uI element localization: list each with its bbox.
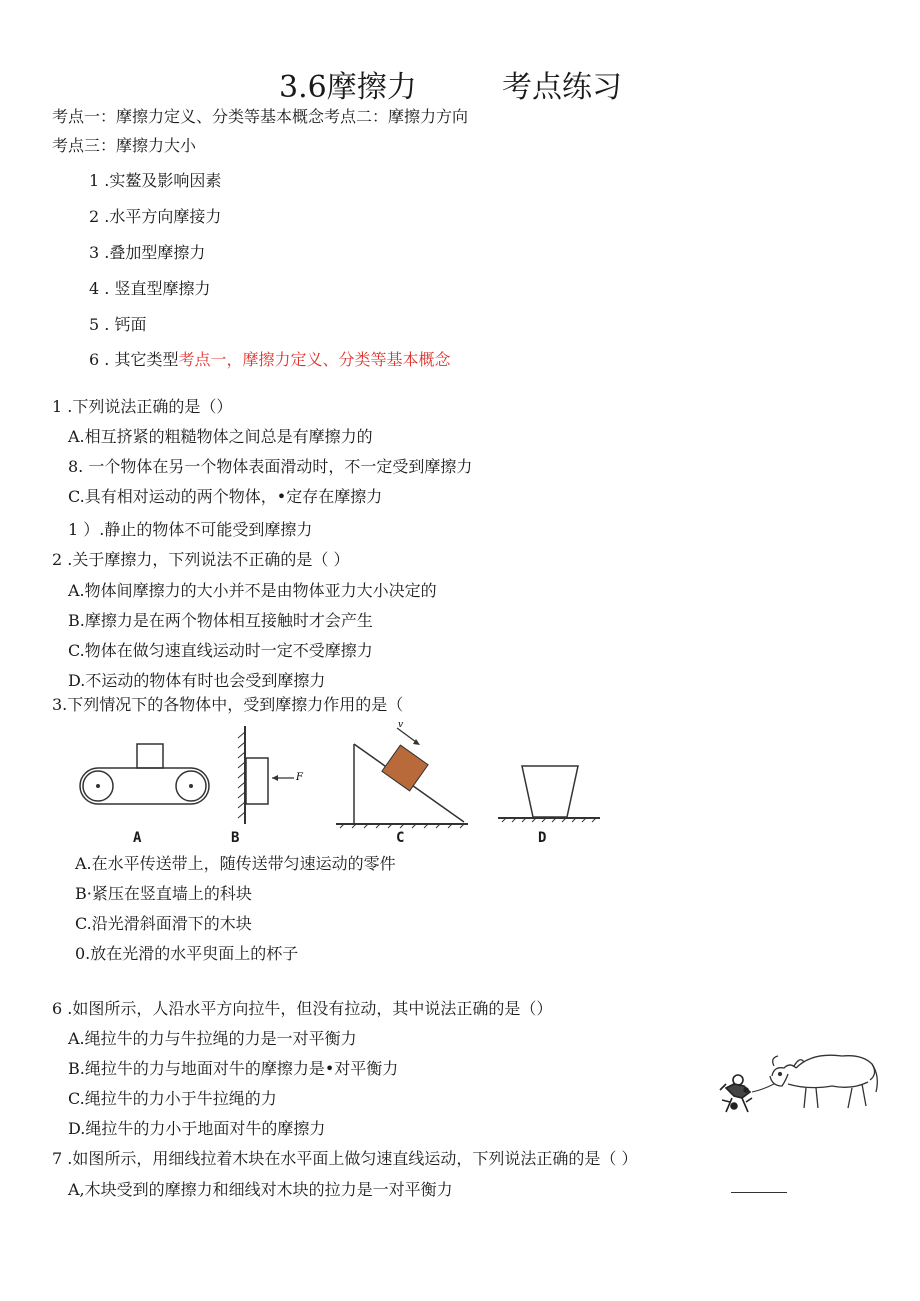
outline-item-1: 1 .实鳌及影响因素 bbox=[89, 171, 222, 190]
figure-a-conveyor bbox=[80, 744, 209, 804]
question-6-option-b: B.绳拉牛的力与地面对牛的摩擦力是•对平衡力 bbox=[68, 1059, 399, 1078]
outline-item-2: 2 .水平方向摩接力 bbox=[89, 207, 222, 226]
question-2-stem: 2 .关于摩擦力，下列说法不正确的是（ ） bbox=[52, 550, 350, 569]
section-heading-red: 考点一，摩擦力定义、分类等基本概念 bbox=[178, 350, 451, 369]
outline-item-6-prefix: 6 . 其它类型 bbox=[89, 350, 179, 369]
title-part2: 考点练习 bbox=[502, 70, 622, 105]
question-2-option-d: D.不运动的物体有时也会受到摩擦力 bbox=[68, 671, 326, 690]
question-6-stem: 6 .如图所示，人沿水平方向拉牛，但没有拉动，其中说法正确的是（） bbox=[52, 999, 553, 1018]
figure-c-incline bbox=[336, 720, 468, 828]
question-1-option-a: A.相互挤紧的粗糙物体之间总是有摩擦力的 bbox=[68, 427, 373, 446]
question-1-option-b: 8. 一个物体在另一个物体表面滑动时，不一定受到摩擦力 bbox=[68, 457, 473, 476]
force-label: F bbox=[296, 772, 303, 783]
figure-b-wall-block bbox=[238, 726, 304, 824]
outline-item-4: 4 . 竖直型摩擦力 bbox=[89, 279, 211, 298]
figure-label-d: D bbox=[538, 830, 547, 846]
figure-d-cup bbox=[498, 766, 600, 822]
question-6-option-d: D.绳拉牛的力小于地面对牛的摩擦力 bbox=[68, 1119, 326, 1138]
question-6-option-a: A.绳拉牛的力与牛拉绳的力是一对平衡力 bbox=[68, 1029, 357, 1048]
figure-label-a: A bbox=[133, 830, 142, 846]
question-1-option-c: C.具有相对运动的两个物体，•定存在摩擦力 bbox=[68, 487, 383, 506]
question-3-stem: 3.下列情况下的各物体中，受到摩擦力作用的是（ bbox=[52, 695, 404, 714]
question-3-option-a: A.在水平传送带上，随传送带匀速运动的零件 bbox=[75, 854, 396, 873]
man-pulling-ox-image bbox=[712, 1040, 882, 1120]
question-3-option-b: B·紧压在竖直墙上的科块 bbox=[75, 884, 252, 903]
outline-item-5: 5 . 钙面 bbox=[89, 315, 147, 334]
question-3-option-d: 0.放在光滑的水平臾面上的杯子 bbox=[75, 944, 299, 963]
question-3-figures bbox=[70, 718, 610, 833]
figure-label-c: C bbox=[396, 830, 405, 846]
outline-item-6 bbox=[89, 347, 450, 370]
figure-baseline bbox=[731, 1192, 787, 1193]
question-2-option-c: C.物体在做匀速直线运动时一定不受摩擦力 bbox=[68, 641, 373, 660]
question-7-stem: 7 .如图所示，用细线拉着木块在水平面上做匀速直线运动，下列说法正确的是（ ） bbox=[52, 1149, 638, 1168]
question-6-option-c: C.绳拉牛的力小于牛拉绳的力 bbox=[68, 1089, 277, 1108]
header-line-1: 考点一：摩擦力定义、分类等基本概念考点二：摩擦力方向 bbox=[52, 107, 469, 126]
figure-label-b: B bbox=[231, 830, 240, 846]
question-2-option-b: B.摩擦力是在两个物体相互接触时才会产生 bbox=[68, 611, 373, 630]
question-7-option-a: A,木块受到的摩擦力和细线对木块的拉力是一对平衡力 bbox=[68, 1180, 453, 1199]
question-2-option-a: A.物体间摩擦力的大小并不是由物体亚力大小决定的 bbox=[68, 581, 437, 600]
question-3-option-c: C.沿光滑斜面滑下的木块 bbox=[75, 914, 252, 933]
question-1-stem: 1 .下列说法正确的是（） bbox=[52, 397, 233, 416]
title-part1: 3.6摩擦力 bbox=[279, 70, 417, 105]
question-1-option-d: 1 ）.静止的物体不可能受到摩擦力 bbox=[68, 520, 313, 539]
outline-item-3: 3 .叠加型摩擦力 bbox=[89, 243, 206, 262]
header-line-2: 考点三：摩擦力大小 bbox=[52, 136, 197, 155]
velocity-label: v bbox=[398, 720, 404, 730]
